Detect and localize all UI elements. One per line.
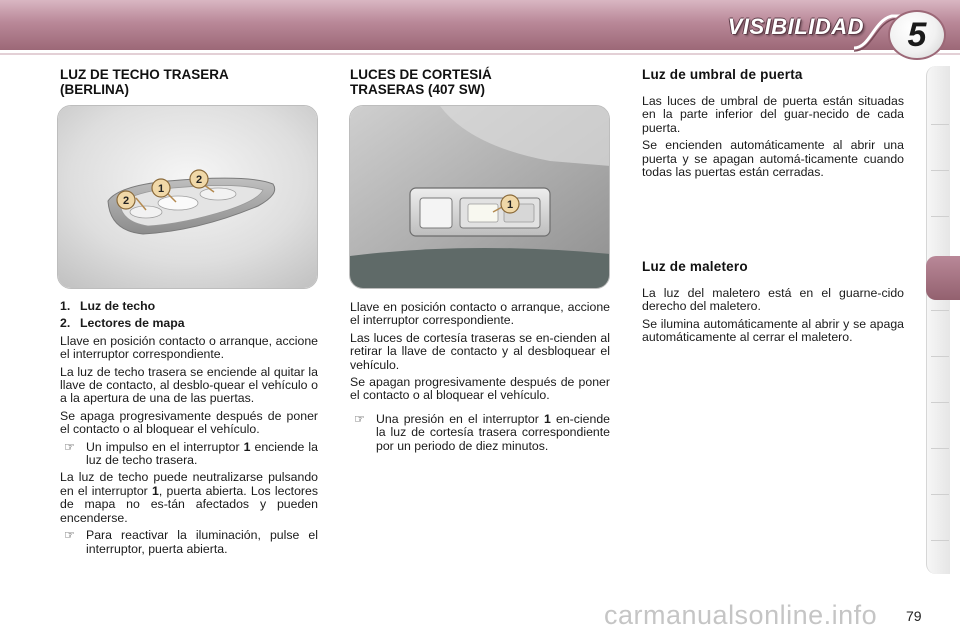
courtesy-light-illustration (350, 106, 610, 289)
bullet-item: ☞ Un impulso en el interruptor 1 enciende la luz de techo trasera. (64, 439, 319, 468)
svg-text:1: 1 (157, 183, 165, 195)
list-item: 1. Luz de techo (60, 299, 156, 313)
column-3-text-boot (642, 287, 904, 349)
column-1-text (60, 300, 318, 560)
callout-1 (501, 195, 519, 213)
section-heading-door-sill-lights: Luz de umbral de puerta (642, 67, 803, 82)
paragraph: Se ilumina automáticamente al abrir y se apaga automáticamente al cerrar el maletero. (642, 316, 904, 345)
chapter-number-badge: 5 (888, 10, 946, 60)
svg-text:2: 2 (122, 195, 130, 207)
ceiling-light-photo (57, 105, 318, 289)
paragraph: La luz de techo trasera se enciende al quitar la llave de contacto, al desblo-quear el vehículo o a la apertura de una de las puertas. (60, 364, 318, 406)
callout-1 (152, 179, 170, 197)
tab-divider (931, 310, 949, 311)
chapter-tab-strip (926, 66, 950, 574)
list-item: 2. Lectores de mapa (60, 316, 185, 331)
svg-text:1: 1 (506, 199, 514, 211)
chapter-title: VISIBILIDAD (727, 14, 864, 39)
tab-divider (931, 356, 949, 357)
pointing-hand-icon: ☞ (354, 411, 366, 426)
ceiling-light-illustration (58, 106, 318, 289)
section-heading-rear-ceiling-light: LUZ DE TECHO TRASERA (BERLINA) (60, 67, 229, 97)
column-2-text (350, 301, 610, 457)
bullet-item: ☞ Una presión en el interruptor 1 en-ciende la luz de cortesía trasera correspondiente por un periodo de diez minutos. (354, 411, 610, 453)
callout-2-left (117, 191, 135, 209)
tab-divider (931, 402, 949, 403)
tab-divider (931, 170, 949, 171)
paragraph: Llave en posición contacto o arranque, accione el interruptor correspondiente. (60, 333, 318, 362)
section-heading-courtesy-lights: LUCES DE CORTESIÁ TRASERAS (407 SW) (350, 67, 492, 97)
tab-divider (931, 540, 949, 541)
tab-divider (931, 494, 949, 495)
chapter-tab-active[interactable] (926, 256, 960, 300)
bullet-item: ☞ Para reactivar la iluminación, pulse el interruptor, puerta abierta. (64, 528, 318, 556)
paragraph: Se apagan progresivamente después de poner el contacto o al bloquear el vehículo. (350, 375, 610, 403)
header-divider-shadow (0, 53, 960, 55)
page-number: 79 (906, 608, 922, 624)
tab-divider (931, 448, 949, 449)
paragraph: Llave en posición contacto o arranque, accione el interruptor correspondiente. (350, 300, 610, 328)
column-3-text-door-sill (642, 95, 904, 183)
watermark: carmanualsonline.info (604, 600, 878, 630)
section-heading-boot-light: Luz de maletero (642, 259, 748, 274)
tab-divider (931, 216, 949, 217)
pointing-hand-icon: ☞ (64, 528, 76, 543)
svg-text:2: 2 (195, 174, 203, 186)
pointing-hand-icon: ☞ (64, 439, 76, 454)
paragraph: La luz de techo puede neutralizarse pulsando en el interruptor 1, puerta abierta. Los lectores de mapa no es-tán afectados y pueden encenderse. (60, 470, 318, 525)
paragraph: Se apaga progresivamente después de poner el contacto o al bloquear el vehículo. (60, 408, 318, 437)
tab-divider (931, 124, 949, 125)
courtesy-light-photo (349, 105, 610, 289)
paragraph: La luz del maletero está en el guarne-cido derecho del maletero. (642, 286, 904, 314)
paragraph: Las luces de cortesía traseras se en-cienden al retirar la llave de contacto y al desbloquear el vehículo. (350, 330, 610, 372)
paragraph: Se encienden automáticamente al abrir una puerta y se apagan automá-ticamente cuando todas las puertas están cerradas. (642, 138, 904, 180)
paragraph: Las luces de umbral de puerta están situadas en la parte inferior del guar-necido de cada puerta. (642, 94, 904, 135)
callout-2-right (190, 170, 208, 188)
